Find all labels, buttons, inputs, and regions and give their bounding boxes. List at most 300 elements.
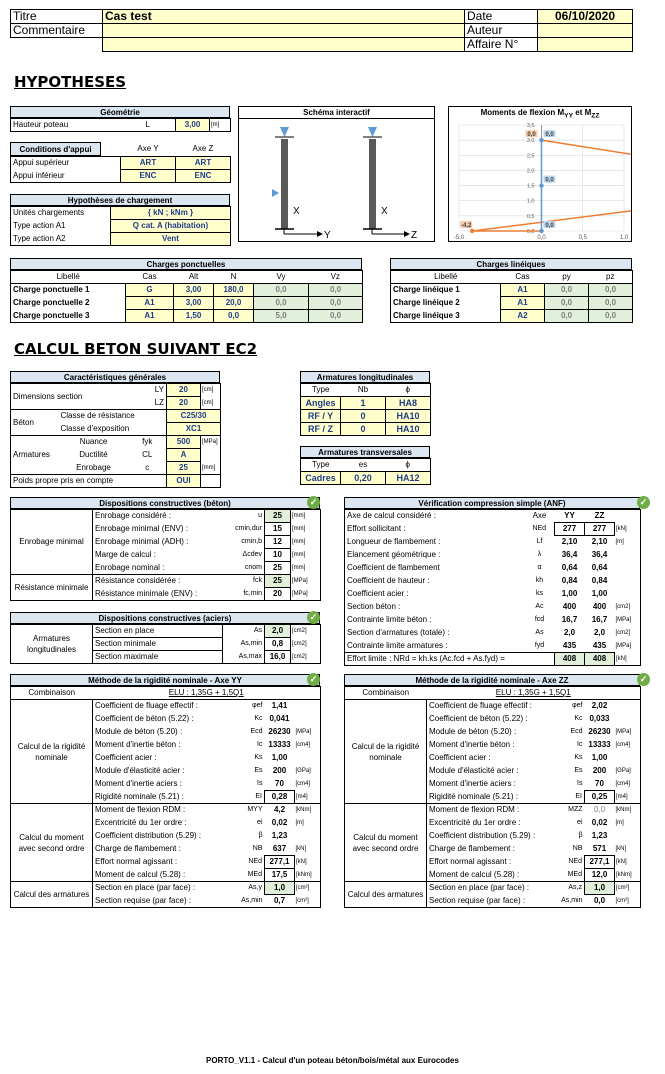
chargement-panel <box>10 194 230 246</box>
mzz-sym-2: Ecd <box>570 728 583 735</box>
enrobage-label: Enrobage <box>76 462 111 472</box>
mzz-group-armatures: Calcul des armatures <box>345 882 427 908</box>
al-header-2: ϕ <box>386 384 431 397</box>
enrobage-unit: [mm] <box>202 464 216 471</box>
header-table <box>10 9 633 52</box>
carac-title: Caractéristiques générales <box>10 371 220 383</box>
ductilite-symbol: CL <box>142 450 153 459</box>
myy-value-15: 0,7 <box>273 896 286 905</box>
dca-unit-2: [cm2] <box>292 653 307 660</box>
lz-unit: [cm] <box>202 399 214 406</box>
appui-inf-z-field[interactable]: ENC <box>176 170 231 183</box>
anf-sym-8: As <box>535 629 544 636</box>
myy-unit-7: [m4] <box>296 793 308 800</box>
dcb-value-3: 10 <box>265 549 291 562</box>
mzz-value-2: 26230 <box>588 727 611 736</box>
myy-unit-11: [kN] <box>295 846 307 852</box>
myy-unit-5: [GPa] <box>295 768 311 774</box>
ly-field[interactable]: 20 <box>167 384 201 397</box>
mzz-label-6: Moment d'inertie aciers : <box>429 779 516 788</box>
nuance-symbol: fyk <box>129 436 167 449</box>
myy-unit-15: [cm²] <box>295 897 309 904</box>
mzz-unit-1 <box>615 713 641 726</box>
poids-propre-label: Poids propre pris en compte <box>11 475 167 488</box>
dc-aciers-title: Dispositions constructives (aciers) <box>10 612 320 624</box>
rigidite-zz-title: Méthode de la rigidité nominale - Axe ZZ <box>344 674 640 686</box>
myy-sym-4: Ks <box>254 754 263 761</box>
anf-check-icon: ✓ <box>637 496 650 509</box>
rigidite-yy-panel <box>10 674 320 908</box>
mzz-label-3: Moment d'inertie béton : <box>429 740 515 749</box>
cl-row0-col1[interactable]: A1 <box>501 284 545 297</box>
chart-point-MYY-2 <box>470 229 474 233</box>
al-row2-col1[interactable]: 0 <box>341 423 386 436</box>
cp-row2-col2[interactable]: 1,50 <box>174 310 214 323</box>
mzz-sym-7: EI <box>575 792 582 800</box>
schema-svg <box>239 119 434 241</box>
cp-row0-col5[interactable]: 0,0 <box>309 284 363 297</box>
anf-label-0: Effort sollicitant : <box>347 524 406 533</box>
myy-value-3: 13333 <box>268 740 291 749</box>
myy-label-9: Excentricité du 1er ordre : <box>95 818 187 827</box>
cl-row1-col0: Charge linéique 2 <box>393 298 460 307</box>
cp-row1-col4[interactable]: 0,0 <box>254 297 309 310</box>
cp-row0-col0: Charge ponctuelle 1 <box>13 285 90 295</box>
mzz-unit-13: [kNm] <box>616 871 632 878</box>
mzz-unit-3: [cm4] <box>615 742 631 748</box>
myy-value-1: 0,041 <box>269 714 290 723</box>
myy-label-4: Coefficient acier : <box>95 753 157 762</box>
dca-label-1: Section minimale <box>93 638 223 651</box>
anf-zz-2: 36,4 <box>591 550 608 559</box>
chart-xtick-1: 0,0 <box>537 235 546 241</box>
classe-res-label: Classe de résistance <box>59 410 167 423</box>
cp-row1-col0: Charge ponctuelle 2 <box>13 298 90 307</box>
cp-row2-col3[interactable]: 0,0 <box>214 310 254 323</box>
chart-label-MYY-2: -4,2 <box>461 223 472 229</box>
mzz-unit-12: [kN] <box>616 859 627 865</box>
myy-group-armatures: Calcul des armatures <box>11 882 93 908</box>
mzz-value-5: 200 <box>592 766 607 775</box>
al-row1-col0[interactable]: RF / Y <box>301 410 341 423</box>
mzz-label-4: Coefficient acier : <box>429 753 491 762</box>
titre-label: Titre <box>11 10 103 24</box>
anf-header-axe: Axe <box>532 511 547 521</box>
mzz-value-10: 1,23 <box>591 831 608 840</box>
cl-row2-col3[interactable]: 0,0 <box>589 310 633 323</box>
anf-yy-5: 1,00 <box>561 589 578 598</box>
anf-unit-7: [MPa] <box>615 617 632 623</box>
myy-sym-12: NEd <box>248 858 262 865</box>
myy-sym-5: Es <box>254 767 263 774</box>
dca-label-0: Section en place <box>93 625 223 638</box>
myy-sym-2: Ecd <box>250 728 263 735</box>
mzz-label-2: Module de béton (5.20) : <box>429 727 517 736</box>
myy-value-11: 637 <box>272 843 287 853</box>
chart-xtick-0: -5,0 <box>453 235 465 241</box>
dcb-label-4: Enrobage nominal : <box>95 562 165 572</box>
footer: PORTO_V1.1 - Calcul d'un poteau béton/bois/métal aux Eurocodes <box>206 1056 459 1065</box>
myy-value-14: 1,0 <box>265 882 295 895</box>
cl-row2-col1[interactable]: A2 <box>501 310 545 323</box>
myy-group-rigidite: Calcul de la rigidité nominale <box>11 700 93 804</box>
mzz-label-0: Coefficient de fluage effectif : <box>429 701 532 711</box>
myy-label-8: Moment de flexion RDM : <box>93 804 223 817</box>
myy-sym-3: Ic <box>257 741 263 748</box>
al-row0-col0[interactable]: Angles <box>301 397 341 410</box>
dcb-unit-4: [mm] <box>292 565 306 571</box>
myy-unit-10 <box>295 830 321 843</box>
al-row2-col0[interactable]: RF / Z <box>301 423 341 436</box>
mzz-value-4: 1,00 <box>591 753 608 762</box>
cp-row1-col3[interactable]: 20,0 <box>214 297 254 310</box>
hauteur-symbol: L <box>145 120 150 129</box>
myy-unit-14: [cm²] <box>295 882 321 895</box>
myy-unit-4 <box>295 752 321 765</box>
al-header-0: Type <box>301 384 341 397</box>
myy-label-10: Coefficient distribution (5.29) : <box>95 831 202 840</box>
cl-header-2: py <box>545 271 589 284</box>
unites-field[interactable]: { kN ; kNm } <box>111 207 231 220</box>
chart-xtick-3: 1,0 <box>619 235 629 241</box>
dcb-unit-5: [MPa] <box>292 578 308 584</box>
dca-value-2: 16,0 <box>265 651 291 664</box>
appui-sup-z-field[interactable]: ART <box>176 157 231 170</box>
moments-title: Moments de flexion $M_{YY}$ et $M_{ZZ}$ <box>449 107 631 119</box>
chart-label-MZZ-0: 0,0 <box>545 132 554 139</box>
anf-sym-9: fyd <box>534 641 545 649</box>
mzz-value-11: 571 <box>592 843 607 853</box>
myy-value-10: 1,23 <box>271 831 288 840</box>
dcb-label-0: Enrobage considéré : <box>95 511 172 521</box>
cp-row1-col2[interactable]: 3,00 <box>174 297 214 310</box>
appui-sup-y-field[interactable]: ART <box>121 157 176 170</box>
myy-unit-9: [m] <box>295 820 304 826</box>
dcb-label-6: Résistance minimale (ENV) : <box>95 588 198 598</box>
lz-field[interactable]: 20 <box>167 397 201 410</box>
mzz-value-15: 0,0 <box>593 896 606 905</box>
al-row2-col2[interactable]: HA10 <box>386 423 431 436</box>
dcb-label-2: Enrobage minimal (ADH) : <box>95 537 189 546</box>
hauteur-field[interactable]: 3,00 <box>176 119 210 132</box>
lateral-load-arrow <box>272 189 279 197</box>
mzz-sym-10: β <box>578 832 583 839</box>
dcb-value-5: 25 <box>265 575 291 588</box>
myy-value-5: 200 <box>272 766 287 775</box>
mzz-label-5: Module d'élasticité acier : <box>429 766 519 775</box>
anf-unit-8: [cm2] <box>615 630 631 636</box>
commentaire-field[interactable] <box>103 24 465 38</box>
arm-trans-title: Armatures transversales <box>300 446 430 458</box>
myy-comb-field[interactable]: ELU : 1,35G + 1,5Q1 <box>93 687 321 700</box>
rigidite-zz-check-icon: ✓ <box>637 673 650 686</box>
myy-label-6: Moment d'inertie aciers : <box>95 779 182 788</box>
myy-label-11: Charge de flambement : <box>95 844 181 853</box>
anf-yy-2: 36,4 <box>561 550 578 559</box>
anf-unit-2 <box>615 549 641 562</box>
cp-header-2: Alt <box>174 271 214 284</box>
mzz-value-1: 0,033 <box>589 714 610 723</box>
cp-row0-col2[interactable]: 3,00 <box>174 284 214 297</box>
anf-header-axe-label: Axe de calcul considéré : <box>347 511 436 521</box>
at-h-type: Type <box>301 459 341 472</box>
affaire-label: Affaire N° <box>465 38 538 52</box>
cp-row1-col5[interactable]: 0,0 <box>309 297 363 310</box>
anf-sym-7: fcd <box>534 616 545 623</box>
blank-field[interactable] <box>103 38 465 52</box>
dcb-sym-2: cmin,b <box>241 538 262 545</box>
dcb-value-6: 20 <box>265 588 291 601</box>
anf-zz-0: 277 <box>585 523 615 536</box>
cp-row0-col1[interactable]: G <box>126 284 174 297</box>
cl-row1-col2[interactable]: 0,0 <box>545 297 589 310</box>
mzz-label-11: Charge de flambement : <box>429 844 515 853</box>
schema-y-label: Y <box>324 230 331 241</box>
dca-group-armatures: Armatures longitudinales <box>11 625 93 664</box>
dca-sym-0: As <box>253 627 262 635</box>
classe-exp-field[interactable]: XC1 <box>167 423 221 436</box>
chargement-title: Hypothèses de chargement <box>10 194 230 206</box>
mzz-value-3: 13333 <box>588 740 611 749</box>
dca-value-0: 2,0 <box>265 625 291 638</box>
mzz-label-14: Section en place (par face) : <box>427 882 545 895</box>
schema-x-label-2: X <box>381 206 388 217</box>
anf-zz-5: 1,00 <box>591 589 608 598</box>
lz-symbol: LZ <box>154 397 164 407</box>
dc-beton-panel <box>10 497 320 601</box>
mzz-unit-9: [m] <box>615 820 624 826</box>
al-row0-col2[interactable]: HA8 <box>386 397 431 410</box>
ductilite-field[interactable]: A <box>167 449 201 462</box>
cl-row1-col3[interactable]: 0,0 <box>589 297 633 310</box>
dcb-unit-3: [mm] <box>292 552 306 558</box>
mzz-label-8: Moment de flexion RDM : <box>427 804 545 817</box>
mzz-unit-11: [kN] <box>615 846 627 852</box>
myy-unit-6: [cm4] <box>295 781 311 787</box>
mzz-value-8: 0,0 <box>585 804 615 817</box>
anf-sym-10 <box>525 653 555 666</box>
anf-yy-1: 2,10 <box>561 537 578 547</box>
cl-row0-col0: Charge linéique 1 <box>393 285 460 295</box>
mzz-value-0: 2,02 <box>591 701 608 711</box>
anf-yy-0: 277 <box>555 523 585 536</box>
cl-row2-col2[interactable]: 0,0 <box>545 310 589 323</box>
chart-point-MZZ-0 <box>539 138 543 142</box>
mzz-sym-13: MEd <box>567 870 582 878</box>
myy-label-12: Effort normal agissant : <box>95 857 178 866</box>
action-a2-field[interactable]: Vent <box>111 233 231 246</box>
myy-label-1: Coefficient de béton (5.22) : <box>95 714 194 723</box>
mzz-label-7: Rigidité nominale (5.21) : <box>429 791 518 801</box>
myy-value-4: 1,00 <box>271 753 288 762</box>
anf-header-zz: ZZ <box>594 511 605 520</box>
anf-yy-9: 435 <box>562 640 577 650</box>
myy-comb-label: Combinaison <box>11 687 93 700</box>
anf-label-6: Section béton : <box>347 602 401 611</box>
dcb-value-4: 25 <box>265 562 291 575</box>
appui-sup-label: Appui supérieur <box>13 158 70 168</box>
arm-long-title: Armatures longitudinales <box>300 371 430 383</box>
poids-propre-field[interactable]: OUI <box>167 475 201 488</box>
anf-label-1: Longueur de flambement : <box>347 537 441 546</box>
date-field[interactable]: 06/10/2020 <box>538 10 633 24</box>
cp-header-1: Cas <box>126 271 174 284</box>
anf-zz-7: 16,7 <box>591 615 608 624</box>
anf-unit-9: [MPa] <box>615 643 632 649</box>
mzz-comb-field[interactable]: ELU : 1,35G + 1,5Q1 <box>427 687 641 700</box>
al-row0-col1[interactable]: 1 <box>341 397 386 410</box>
chart-label-MYY-0: 0,0 <box>527 132 536 139</box>
conditions-title: Conditions d'appui <box>11 143 101 156</box>
dcb-sym-6: fc,min <box>243 589 262 597</box>
mzz-label-10: Coefficient distribution (5.29) : <box>429 831 536 840</box>
anf-label-9: Contrainte limite armatures : <box>347 640 448 650</box>
hypotheses-title: HYPOTHESES <box>14 73 127 91</box>
chart-ytick-2: 1,0 <box>526 198 535 205</box>
dcb-unit-1: [mm] <box>292 526 306 532</box>
at-h-phi: ϕ <box>386 459 431 472</box>
anf-unit-0: [kN] <box>616 526 627 532</box>
mzz-sym-0: φef <box>572 702 583 710</box>
mzz-sym-1: Kc <box>574 715 583 722</box>
mzz-unit-15: [cm²] <box>615 897 629 904</box>
dca-unit-0: [cm2] <box>292 628 307 635</box>
anf-zz-3: 0,64 <box>591 563 608 572</box>
geometrie-panel <box>10 106 230 132</box>
mzz-label-12: Effort normal agissant : <box>429 857 512 866</box>
mzz-unit-0 <box>615 700 641 713</box>
myy-sym-6: Is <box>257 780 263 787</box>
mzz-label-9: Excentricité du 1er ordre : <box>429 818 521 827</box>
at-phi-field[interactable]: HA12 <box>386 472 431 485</box>
mzz-sym-8: MZZ <box>545 804 585 817</box>
mzz-sym-11: NB <box>572 845 583 852</box>
at-type-field[interactable]: Cadres <box>301 472 341 485</box>
mzz-value-7: 0,25 <box>585 791 615 804</box>
anf-yy-4: 0,84 <box>561 576 578 585</box>
schema-title: Schéma interactif <box>239 107 434 119</box>
cl-row0-col3[interactable]: 0,0 <box>589 284 633 297</box>
classe-res-field[interactable]: C25/30 <box>167 410 221 423</box>
chart-xtick-2: 0,5 <box>578 235 587 241</box>
appui-inf-label: Appui inférieur <box>13 170 65 180</box>
myy-sym-15: As,min <box>241 896 263 904</box>
myy-value-0: 1,41 <box>271 701 288 711</box>
nuance-field[interactable]: 500 <box>167 436 201 449</box>
at-es-field[interactable]: 0,20 <box>341 472 386 485</box>
chart-label-MZZ-1: 0,0 <box>545 177 554 184</box>
affaire-field[interactable] <box>538 38 633 52</box>
anf-yy-7: 16,7 <box>561 615 578 624</box>
myy-label-3: Moment d'inertie béton : <box>95 740 181 749</box>
myy-label-7: Rigidité nominale (5.21) : <box>95 791 184 801</box>
cp-row2-col5[interactable]: 0,0 <box>309 310 363 323</box>
column-y <box>272 127 331 241</box>
myy-sym-8: MYY <box>223 804 265 817</box>
myy-value-7: 0,28 <box>265 791 295 804</box>
mzz-label-13: Moment de calcul (5.28) : <box>429 869 520 879</box>
anf-header-yy: YY <box>564 511 575 520</box>
appui-inf-y-field[interactable]: ENC <box>121 170 176 183</box>
axe-z-header: Axe Z <box>192 144 214 153</box>
chart-ytick-7: 3,5 <box>526 123 535 129</box>
anf-panel <box>344 497 640 666</box>
dcb-sym-0: u <box>258 512 262 520</box>
mzz-label-1: Coefficient de béton (5.22) : <box>429 714 528 723</box>
carac-panel <box>10 371 220 488</box>
anf-zz-4: 0,84 <box>591 576 608 585</box>
anf-label-4: Coefficient de hauteur : <box>347 576 430 585</box>
mzz-sym-15: As,min <box>561 896 583 904</box>
enrobage-field[interactable]: 25 <box>167 462 201 475</box>
dcb-label-3: Marge de calcul : <box>95 550 156 559</box>
rigidite-yy-title: Méthode de la rigidité nominale - Axe YY <box>10 674 320 686</box>
cl-row1-col1[interactable]: A1 <box>501 297 545 310</box>
mzz-unit-4 <box>615 752 641 765</box>
anf-unit-1: [m] <box>615 539 624 545</box>
al-header-1: Nb <box>341 384 386 397</box>
anf-label-2: Elancement géométrique : <box>347 550 441 559</box>
chart-ytick-6: 3,0 <box>526 138 535 145</box>
anf-label-10: Effort limite : NRd = kh.ks (Ac.fcd + As.fyd) = <box>345 653 525 666</box>
dca-label-2: Section maximale <box>93 651 223 664</box>
mzz-comb-label: Combinaison <box>345 687 427 700</box>
myy-label-5: Module d'élasticité acier : <box>95 766 185 775</box>
al-row1-col1[interactable]: 0 <box>341 410 386 423</box>
myy-label-13: Moment de calcul (5.28) : <box>95 869 186 879</box>
cl-header-1: Cas <box>501 271 545 284</box>
cp-row1-col1[interactable]: A1 <box>126 297 174 310</box>
at-h-es: es <box>341 459 386 472</box>
unites-label: Unités chargements <box>13 208 85 218</box>
action-a1-label: Type action A1 <box>13 221 66 230</box>
anf-zz-8: 2,0 <box>593 628 606 637</box>
cp-row0-col4[interactable]: 0,0 <box>254 284 309 297</box>
anf-unit-10: [kN] <box>616 655 627 662</box>
mzz-value-14: 1,0 <box>585 882 615 895</box>
myy-sym-9: ei <box>257 819 263 826</box>
beton-title: CALCUL BETON SUIVANT EC2 <box>14 340 258 358</box>
cl-row0-col2[interactable]: 0,0 <box>545 284 589 297</box>
myy-unit-2: [MPa] <box>295 729 312 735</box>
cp-row2-col4[interactable]: 5,0 <box>254 310 309 323</box>
anf-zz-6: 400 <box>592 602 607 611</box>
arm-long-panel <box>300 371 430 436</box>
cl-header-3: pz <box>589 271 633 284</box>
anf-title: Vérification compression simple (ANF) <box>344 497 640 509</box>
myy-unit-0 <box>295 700 321 713</box>
dc-beton-check-icon: ✓ <box>307 496 320 509</box>
arm-trans-panel <box>300 446 430 485</box>
chart-ytick-5: 2,5 <box>526 153 535 160</box>
cp-header-5: Vz <box>309 271 363 284</box>
myy-label-14: Section en place (par face) : <box>93 882 223 895</box>
auteur-field[interactable] <box>538 24 633 38</box>
al-row1-col2[interactable]: HA10 <box>386 410 431 423</box>
myy-value-6: 70 <box>275 778 284 788</box>
axe-y-header: Axe Y <box>137 144 159 153</box>
cp-row0-col3[interactable]: 180,0 <box>214 284 254 297</box>
action-a1-field[interactable]: Q cat. A (habitation) <box>111 220 231 233</box>
hauteur-unit: [m] <box>211 122 220 128</box>
titre-field[interactable]: Cas test <box>103 10 465 24</box>
column-z-shaft <box>369 139 376 229</box>
beton-label: Béton <box>11 410 59 436</box>
chart-label-MZZ-2: 0,0 <box>545 223 554 229</box>
mzz-sym-12: NEd <box>568 858 582 865</box>
cp-row2-col1[interactable]: A1 <box>126 310 174 323</box>
dcb-label-1: Enrobage minimal (ENV) : <box>95 524 188 533</box>
